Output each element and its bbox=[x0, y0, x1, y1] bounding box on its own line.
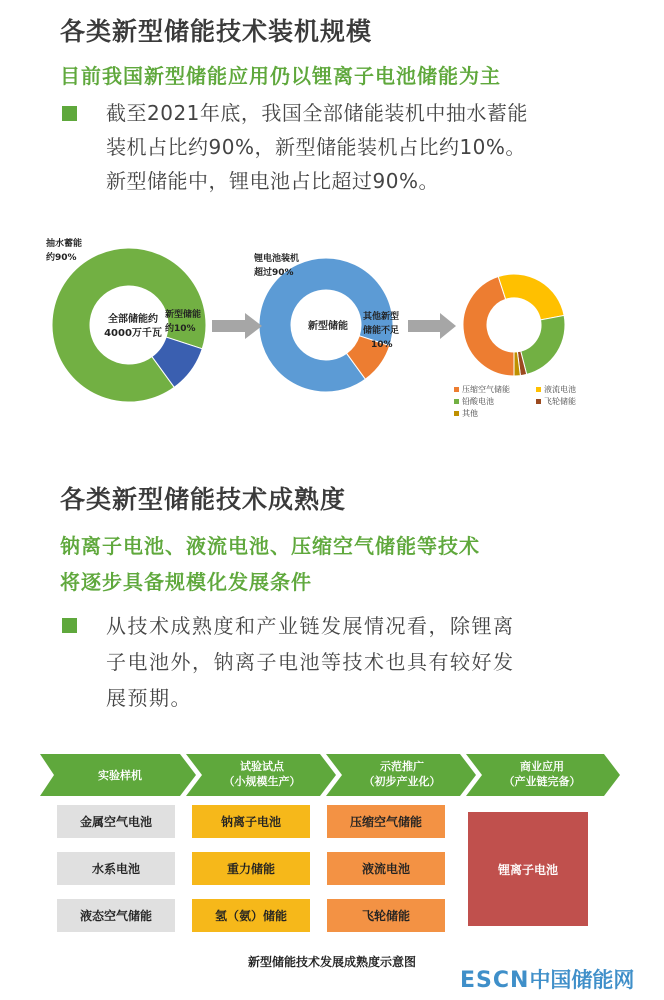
section1-subtitle: 目前我国新型储能应用仍以锂离子电池储能为主 bbox=[60, 64, 501, 88]
section2-title: 各类新型储能技术成熟度 bbox=[60, 485, 347, 514]
paragraph-line: 展预期。 bbox=[106, 686, 192, 710]
tech-box-experimental: 金属空气电池 bbox=[57, 805, 175, 838]
diagram-caption: 新型储能技术发展成熟度示意图 bbox=[247, 955, 416, 969]
escn-logo: ESCN中国储能网 bbox=[460, 968, 635, 993]
label-other-storage-share: 其他新型 储能不足 10% bbox=[363, 312, 400, 350]
stage-label: 实验样机 bbox=[98, 769, 142, 782]
paragraph-line: 从技术成熟度和产业链发展情况看，除锂离 bbox=[106, 614, 515, 638]
legend-item: 压缩空气储能 bbox=[462, 385, 510, 394]
donut-slice bbox=[521, 315, 565, 374]
stage-label: 试验试点 （小规模生产） bbox=[223, 760, 301, 788]
tech-box-demo: 飞轮储能 bbox=[327, 899, 445, 932]
tech-box-commercial: 锂离子电池 bbox=[468, 812, 588, 926]
legend-item: 飞轮储能 bbox=[544, 397, 576, 406]
donut3-legend bbox=[454, 384, 594, 420]
label-lithium-share: 锂电池装机 超过90% bbox=[254, 254, 300, 278]
tech-box-pilot: 氢（氨）储能 bbox=[192, 899, 310, 932]
section1-paragraph bbox=[106, 96, 626, 198]
legend-item: 铅酸电池 bbox=[462, 397, 494, 406]
bullet-square-icon bbox=[62, 618, 77, 633]
legend-item: 液流电池 bbox=[544, 385, 576, 394]
section1-title: 各类新型储能技术装机规模 bbox=[60, 17, 373, 46]
label-new-storage-share: 新型储能 约10% bbox=[165, 310, 202, 334]
donut-chart-other-storage bbox=[463, 274, 565, 376]
section2-subtitle: 钠离子电池、液流电池、压缩空气储能等技术 将逐步具备规模化发展条件 bbox=[60, 534, 480, 594]
tech-box-demo: 液流电池 bbox=[327, 852, 445, 885]
donut1-center-label: 全部储能约 4000万千瓦 bbox=[104, 314, 162, 339]
arrow-right-icon bbox=[212, 313, 262, 339]
section2-paragraph bbox=[106, 608, 626, 716]
donut2-center-label: 新型储能 bbox=[308, 321, 348, 332]
tech-box-experimental: 液态空气储能 bbox=[57, 899, 175, 932]
arrow-right-icon bbox=[408, 313, 456, 339]
paragraph-line: 新型储能中，锂电池占比超过90%。 bbox=[106, 169, 439, 193]
paragraph-line: 子电池外，钠离子电池等技术也具有较好发 bbox=[106, 650, 515, 674]
tech-box-demo: 压缩空气储能 bbox=[327, 805, 445, 838]
stage-label: 示范推广 （初步产业化） bbox=[363, 760, 441, 788]
paragraph-line: 截至2021年底，我国全部储能装机中抽水蓄能 bbox=[106, 101, 528, 125]
label-pumped-hydro: 抽水蓄能 约90% bbox=[46, 239, 83, 263]
donut-slice bbox=[498, 274, 564, 320]
tech-box-experimental: 水系电池 bbox=[57, 852, 175, 885]
bullet-square-icon bbox=[62, 106, 77, 121]
paragraph-line: 装机占比约90%，新型储能装机占比约10%。 bbox=[106, 135, 526, 159]
tech-box-pilot: 重力储能 bbox=[192, 852, 310, 885]
stage-label: 商业应用 （产业链完备） bbox=[503, 760, 581, 788]
tech-box-pilot: 钠离子电池 bbox=[192, 805, 310, 838]
legend-item: 其他 bbox=[462, 409, 478, 418]
